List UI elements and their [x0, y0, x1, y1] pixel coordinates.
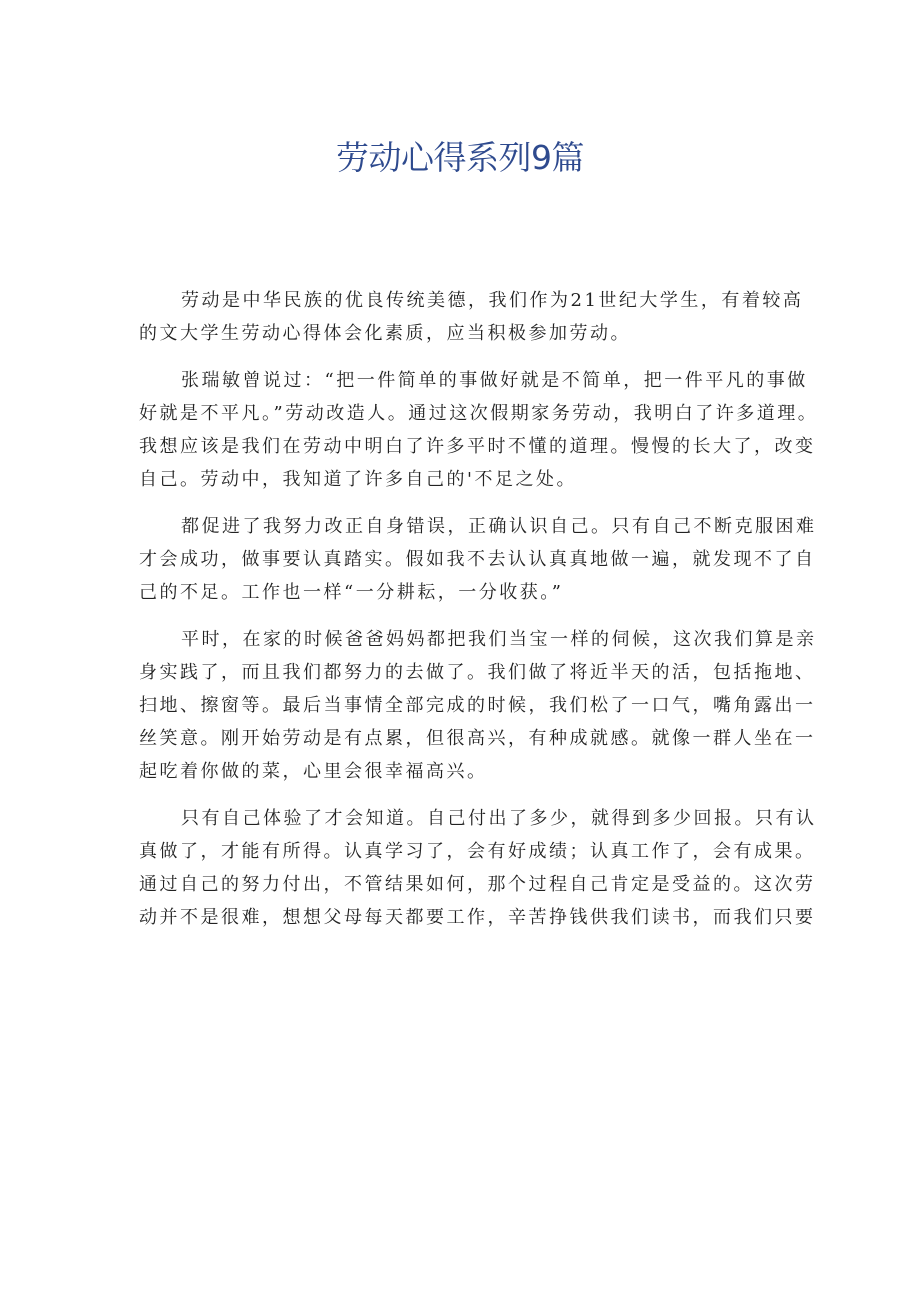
paragraph-line: 身实践了，而且我们都努力的去做了。我们做了将近半天的活，包括拖地、 [139, 662, 816, 683]
paragraph-line: 我想应该是我们在劳动中明白了许多平时不懂的道理。慢慢的长大了，改变 [139, 436, 816, 457]
paragraph-line: 丝笑意。刚开始劳动是有点累，但很高兴，有种成就感。就像一群人坐在一 [139, 728, 816, 749]
document-title: 劳动心得系列9篇 [336, 138, 584, 177]
paragraph-line: 动并不是很难，想想父母每天都要工作，辛苦挣钱供我们读书，而我们只要 [139, 907, 816, 928]
paragraph-line: 真做了，才能有所得。认真学习了，会有好成绩；认真工作了，会有成果。 [139, 841, 816, 862]
paragraph-line: 的文大学生劳动心得体会化素质，应当积极参加劳动。 [139, 323, 631, 344]
paragraph-4 [139, 623, 817, 788]
paragraph-line: 张瑞敏曾说过：“把一件简单的事做好就是不简单，把一件平凡的事做 [181, 370, 808, 391]
paragraph-line: 平时，在家的时候爸爸妈妈都把我们当宝一样的伺候，这次我们算是亲 [181, 629, 817, 650]
paragraph-2 [139, 364, 819, 496]
paragraph-1 [139, 284, 809, 350]
paragraph-line: 才会成功，做事要认真踏实。假如我不去认认真真地做一遍，就发现不了自 [139, 549, 816, 570]
paragraph-line: 起吃着你做的菜，心里会很幸福高兴。 [139, 761, 488, 782]
paragraph-line: 劳动是中华民族的优良传统美德，我们作为21世纪大学生，有着较高 [181, 290, 804, 311]
paragraph-line: 都促进了我努力改正自身错误，正确认识自己。只有自己不断克服困难 [181, 516, 817, 537]
paragraph-line: 只有自己体验了才会知道。自己付出了多少，就得到多少回报。只有认 [181, 808, 817, 829]
paragraph-line: 己的不足。工作也一样“一分耕耘，一分收获。” [139, 582, 564, 603]
paragraph-line: 自己。劳动中，我知道了许多自己的'不足之处。 [139, 469, 577, 490]
paragraph-line: 扫地、擦窗等。最后当事情全部完成的时候，我们松了一口气，嘴角露出一 [139, 695, 816, 716]
paragraph-line: 通过自己的努力付出，不管结果如何，那个过程自己肯定是受益的。这次劳 [139, 874, 816, 895]
paragraph-3 [139, 510, 817, 609]
paragraph-line: 好就是不平凡。”劳动改造人。通过这次假期家务劳动，我明白了许多道理。 [139, 403, 819, 424]
paragraph-5 [139, 802, 817, 934]
document-body [139, 284, 819, 948]
